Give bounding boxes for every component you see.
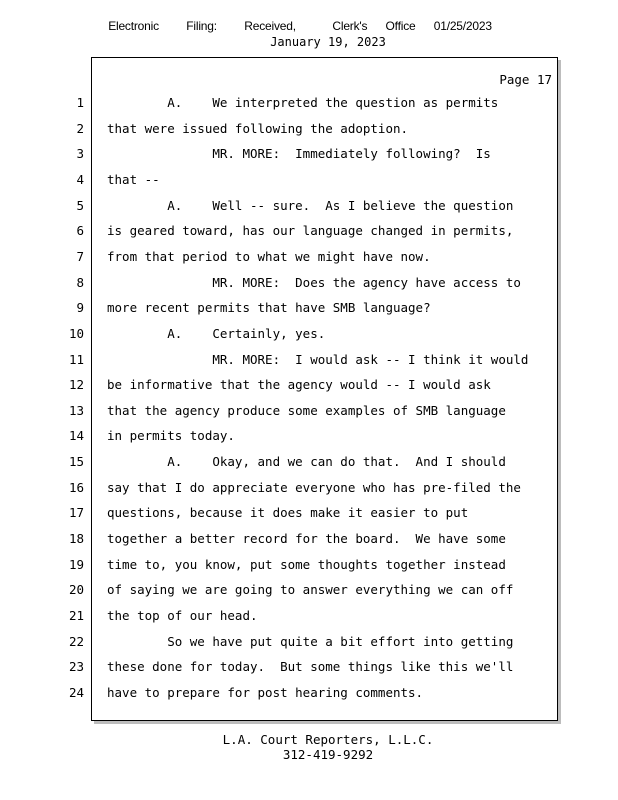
header-date: January 19, 2023: [270, 35, 386, 49]
transcript-line: that were issued following the adoption.: [107, 121, 409, 136]
line-number: 21: [68, 608, 84, 623]
transcript-line: these done for today. But some things like this we'll: [107, 659, 514, 674]
footer-phone: 312-419-9292: [282, 747, 374, 762]
transcript-line: MR. MORE: I would ask -- I think it would: [107, 352, 529, 367]
transcript-line: the top of our head.: [107, 608, 258, 623]
line-number: 20: [68, 582, 84, 597]
transcript-line: time to, you know, put some thoughts together instead: [107, 557, 506, 572]
line-number: 22: [68, 634, 84, 649]
transcript-line: together a better record for the board. We have some: [107, 531, 506, 546]
transcript-line: is geared toward, has our language changed in permits,: [107, 223, 514, 238]
filing-stamp: Electronic Filing: Received, Clerk's Office 01/25/2023: [108, 19, 492, 33]
line-number: 17: [68, 505, 84, 520]
page-number: Page 17: [499, 72, 552, 87]
transcript-line: questions, because it does make it easier to put: [107, 505, 469, 520]
line-number: 24: [68, 685, 84, 700]
line-number: 7: [76, 249, 84, 264]
line-number: 23: [68, 659, 84, 674]
line-number: 15: [68, 454, 84, 469]
line-number: 11: [68, 352, 84, 367]
transcript-line: from that period to what we might have now.: [107, 249, 431, 264]
line-number: 1: [76, 95, 84, 110]
transcript-line: A. We interpreted the question as permits: [107, 95, 499, 110]
line-number: 10: [68, 326, 84, 341]
transcript-line: be informative that the agency would -- I would ask: [107, 377, 491, 392]
transcript-line: A. Well -- sure. As I believe the question: [107, 198, 514, 213]
line-number: 13: [68, 403, 84, 418]
line-number: 6: [76, 223, 84, 238]
line-number: 2: [76, 121, 84, 136]
line-number: 18: [68, 531, 84, 546]
transcript-line: that --: [107, 172, 160, 187]
line-number: 8: [76, 275, 84, 290]
line-number: 14: [68, 428, 84, 443]
transcript-line: MR. MORE: Does the agency have access to: [107, 275, 521, 290]
line-number: 3: [76, 146, 84, 161]
line-number: 9: [76, 300, 84, 315]
line-number: 4: [76, 172, 84, 187]
line-number: 19: [68, 557, 84, 572]
footer-company: L.A. Court Reporters, L.L.C.: [222, 732, 434, 747]
transcript-line: of saying we are going to answer everything we can off: [107, 582, 514, 597]
transcript-line: have to prepare for post hearing comments.: [107, 685, 424, 700]
transcript-line: MR. MORE: Immediately following? Is: [107, 146, 491, 161]
transcript-line: more recent permits that have SMB language?: [107, 300, 431, 315]
transcript-line: in permits today.: [107, 428, 235, 443]
transcript-line: A. Certainly, yes.: [107, 326, 326, 341]
transcript-line: A. Okay, and we can do that. And I should: [107, 454, 506, 469]
line-number: 12: [68, 377, 84, 392]
line-number: 5: [76, 198, 84, 213]
transcript-line: that the agency produce some examples of SMB language: [107, 403, 506, 418]
transcript-line: say that I do appreciate everyone who has pre-filed the: [107, 480, 521, 495]
transcript-line: So we have put quite a bit effort into getting: [107, 634, 514, 649]
line-number: 16: [68, 480, 84, 495]
